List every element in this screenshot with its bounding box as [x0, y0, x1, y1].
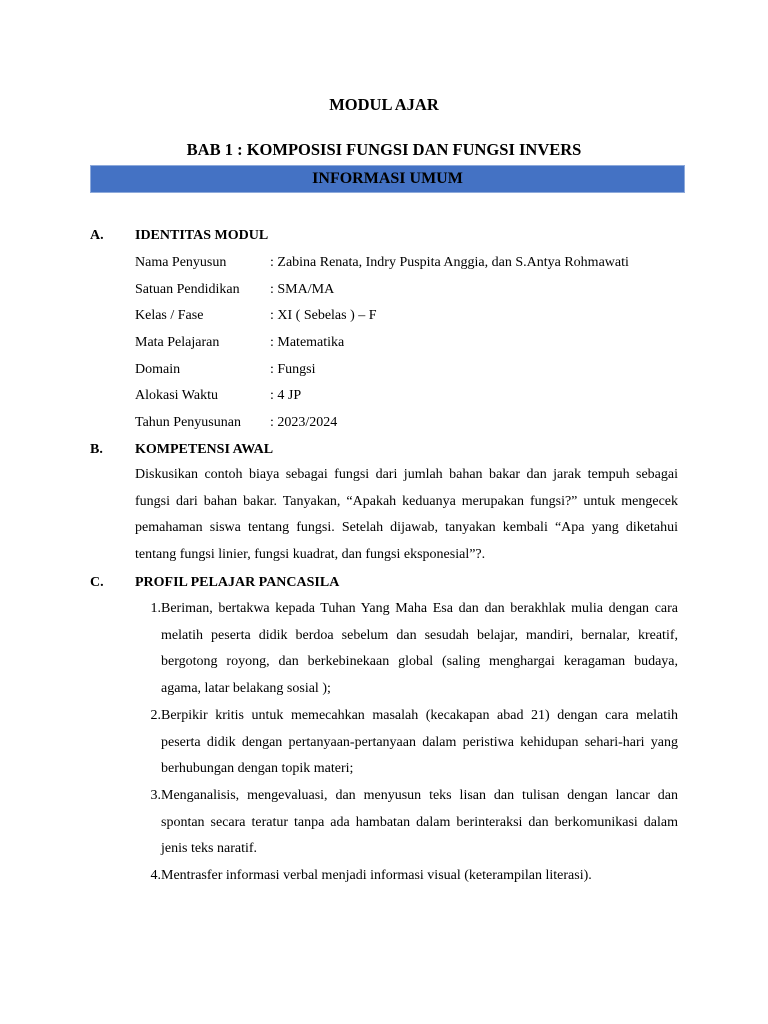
list-text: Beriman, bertakwa kepada Tuhan Yang Maha Esa dan dan berakhlak mulia dengan cara melatih peserta didik berdoa sebelum dan sesudah belajar, mandiri, bernalar, kreatif, bergotong royong, dan berkebinekaan global (saling menghargai keragaman budaya, agama, latar belakang sosial ); — [161, 601, 678, 697]
identity-value: : 2023/2024 — [270, 415, 338, 430]
identity-label: Satuan Pendidikan — [135, 282, 240, 297]
list-text: Mentrasfer informasi verbal menjadi informasi visual (keterampilan literasi). — [161, 868, 592, 883]
section-title: KOMPETENSI AWAL — [135, 442, 274, 457]
identity-value: : Fungsi — [270, 362, 316, 377]
section-letter: A. — [90, 228, 104, 243]
document-title: MODUL AJAR — [329, 95, 439, 114]
list-text: Berpikir kritis untuk memecahkan masalah (kecakapan abad 21) dengan cara melatih peserta didik dengan pertanyaan-pertanyaan dalam peristiwa kehidupan sehari-hari yang berhubungan dengan topik materi; — [161, 708, 678, 777]
list-item — [135, 863, 678, 890]
identity-row — [135, 388, 301, 404]
list-number: 1. — [150, 601, 161, 616]
list-number: 4. — [150, 868, 161, 883]
section-b-heading — [90, 442, 273, 458]
identity-value: : Matematika — [270, 335, 345, 350]
identity-row — [135, 362, 316, 378]
info-banner: INFORMASI UMUM — [90, 165, 685, 193]
identity-label: Mata Pelajaran — [135, 335, 220, 350]
identity-value: : Zabina Renata, Indry Puspita Anggia, dan S.Antya Rohmawati — [270, 255, 629, 270]
section-letter: C. — [90, 575, 104, 590]
section-title: PROFIL PELAJAR PANCASILA — [135, 575, 340, 590]
section-c-heading — [90, 575, 339, 591]
identity-label: Alokasi Waktu — [135, 388, 218, 403]
section-letter: B. — [90, 442, 103, 457]
identity-label: Tahun Penyusunan — [135, 415, 241, 430]
identity-row — [135, 255, 629, 271]
identity-label: Domain — [135, 362, 181, 377]
list-item — [135, 596, 678, 703]
section-title: IDENTITAS MODUL — [135, 228, 269, 243]
identity-row — [135, 308, 377, 324]
list-item — [135, 783, 678, 863]
identity-value: : SMA/MA — [270, 282, 335, 297]
identity-value: : 4 JP — [270, 388, 302, 403]
identity-value: : XI ( Sebelas ) – F — [270, 308, 377, 323]
identity-row — [135, 415, 337, 431]
list-text: Menganalisis, mengevaluasi, dan menyusun teks lisan dan tulisan dengan lancar dan spontan secara teratur tanpa ada hambatan dalam berinteraksi dan berkomunikasi dalam jenis teks naratif. — [161, 788, 678, 857]
competency-paragraph: Diskusikan contoh biaya sebagai fungsi dari jumlah bahan bakar dan jarak tempuh sebagai fungsi dari bahan bakar. Tanyakan, “Apakah keduanya merupakan fungsi?” untuk mengecek pemahaman siswa tentang fungsi. Setelah dijawab, tanyakan kembali “Apa yang diketahui tentang fungsi linier, fungsi kuadrat, dan fungsi eksponesial”?. — [135, 467, 678, 563]
identity-label: Kelas / Fase — [135, 308, 204, 323]
list-number: 3. — [150, 788, 161, 803]
list-number: 2. — [150, 708, 161, 723]
identity-label: Nama Penyusun — [135, 255, 227, 270]
section-a-heading — [90, 228, 268, 244]
chapter-title: BAB 1 : KOMPOSISI FUNGSI DAN FUNGSI INVERS — [186, 140, 582, 159]
identity-row — [135, 335, 344, 351]
identity-row — [135, 282, 334, 298]
list-item — [135, 703, 678, 783]
